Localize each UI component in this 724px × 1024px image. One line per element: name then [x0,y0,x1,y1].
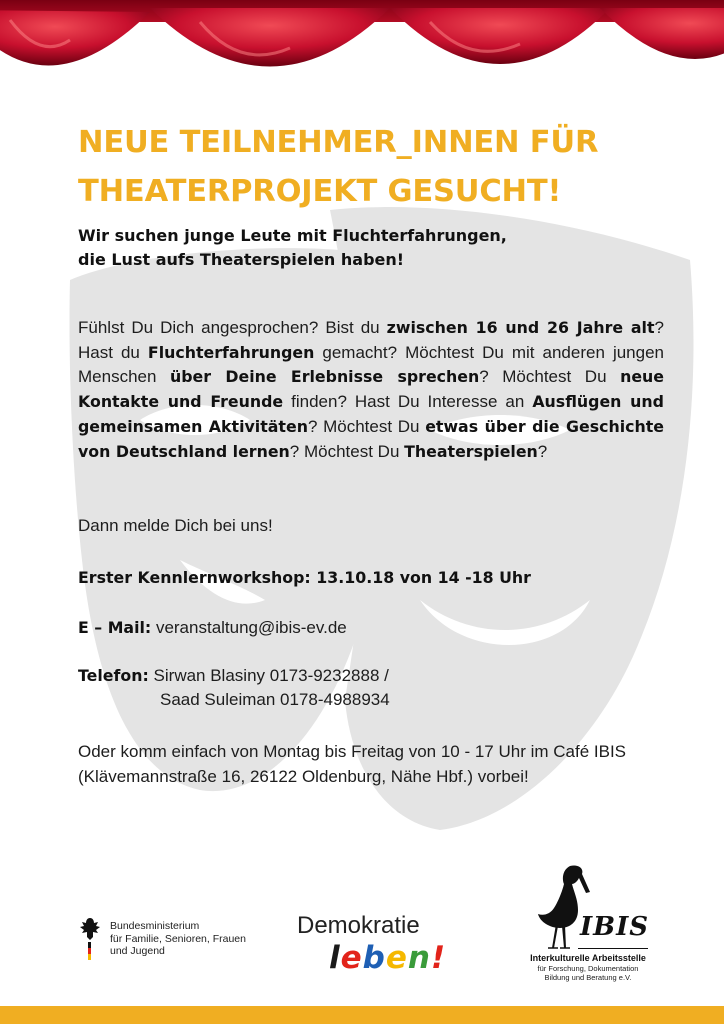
phone-label: Telefon: [78,666,149,685]
body-text: ? Möchtest Du [307,416,426,436]
demokratie-leben-logo [297,912,472,984]
ministry-name [110,920,246,958]
body-text: finden? Hast Du Interesse an [283,392,533,412]
ibis-underline [578,948,648,949]
phone-info [78,664,389,688]
workshop-info [78,566,531,590]
phone-contact-2: Saad Suleiman 0178-4988934 [160,690,390,709]
body-text: ? Möchtest Du [289,441,405,461]
body-highlight: Ausflügen und gemeinsamen Aktivitäten [78,392,664,436]
headline-line-2: THEATERPROJEKT GESUCHT! [78,174,562,209]
ibis-caption-line: für Forschung, Dokumentation [537,964,639,973]
leben-letter: e [385,940,408,976]
workshop-label: Erster Kennlernworkshop: 13.10.18 von 14 -18 Uhr [78,568,531,587]
body-highlight: zwischen 16 und 26 Jahre alt [386,318,655,337]
email-info [78,616,347,640]
visit-info: Oder komm einfach von Montag bis Freitag von 10 - 17 Uhr im Café IBIS (Klävemannstraße 16, 26122 Oldenburg, Nähe Hbf.) vorbei! [78,742,627,786]
ministry-logo [78,916,278,964]
subheadline-line-1: Wir suchen junge Leute mit Fluchterfahrungen, [78,226,507,245]
headline-line-1: NEUE TEILNEHMER_INNEN FÜR [78,125,599,160]
demokratie-word: Demokratie [297,912,420,939]
ministry-name-line: und Jugend [110,945,165,957]
leben-letter: e [340,940,363,976]
body-highlight: neue Kontakte und Freunde [78,367,664,412]
body-paragraph [78,316,664,464]
leben-letter: n [407,940,431,976]
federal-eagle-icon [78,916,102,962]
ibis-caption-main: Interkulturelle Arbeitsstelle [530,953,646,963]
ibis-logo [524,862,654,990]
body-text: ? Hast du [78,318,664,362]
leben-letter: l [329,940,341,976]
body-highlight: etwas über die Geschichte von Deutschland lernen [78,416,664,461]
ministry-name-line: Bundesministerium [110,920,200,932]
body-highlight: Theaterspielen [404,441,538,461]
body-text: ? [537,441,548,461]
body-text: Fühlst Du Dich angesprochen? Bist du [78,318,387,337]
leben-word [329,940,446,976]
leben-letter: ! [430,940,447,976]
subheadline [78,224,678,272]
call-to-action: Dann melde Dich bei uns! [78,516,273,535]
phone-contact-1: Sirwan Blasiny 0173-9232888 / [148,666,389,685]
body-text: gemacht? Möchtest Du mit anderen jungen Menschen [78,342,664,387]
headline [78,118,678,216]
ibis-caption [524,953,652,982]
bottom-accent-bar [0,1006,724,1024]
subheadline-line-2: die Lust aufs Theaterspielen haben! [78,250,405,269]
ibis-wordmark: IBIS [580,912,650,942]
ibis-caption-line: Bildung und Beratung e.V. [544,973,632,982]
body-highlight: über Deine Erlebnisse sprechen [170,367,480,387]
body-highlight: Fluchterfahrungen [147,342,315,362]
ministry-name-line: für Familie, Senioren, Frauen [110,932,246,945]
leben-letter: b [362,940,386,976]
body-text: ? Möchtest Du [479,367,621,387]
email-address-link[interactable]: veranstaltung@ibis-ev.de [151,618,347,637]
email-label: E – Mail: [78,618,152,637]
